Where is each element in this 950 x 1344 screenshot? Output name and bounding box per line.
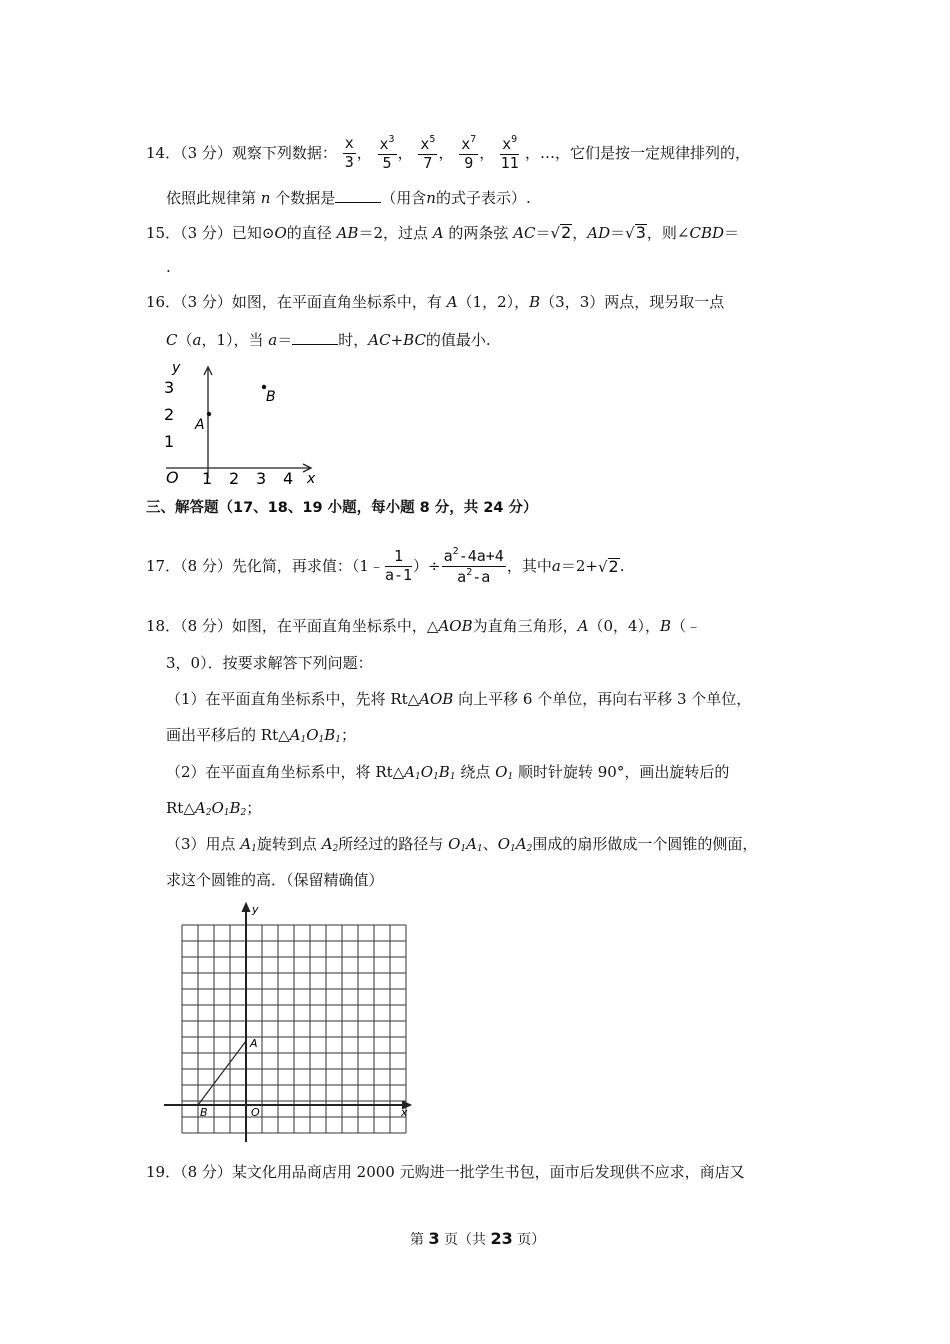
fraction-3: $\frac{x^5}{7}$ (420, 134, 436, 172)
q18-line2: 3，0）．按要求解答下列问题： (166, 654, 373, 672)
x-tick-4: 4 (283, 469, 294, 488)
q18-part2-line2: $Rt\triangle A_2O_1B_2$； (166, 799, 262, 818)
fraction-1: $\frac{x}{3}$ (344, 134, 354, 171)
q14-line2: 依照此规律第 n 个数据是 （用含n的式子表示）. (166, 189, 531, 207)
q18-part2-line1: （2）在平面直角坐标系中，将 $Rt\triangle A_1O_1B_1$ 绕点 $O_1$ 顺时针旋转 90°，画出旋转后的 (166, 763, 730, 782)
q18-grid-figure (160, 900, 420, 1146)
y-axis-label: y (252, 903, 259, 916)
y-tick-2: 2 (164, 405, 175, 424)
q14-prefix: 14．（3 分）观察下列数据： (146, 143, 337, 162)
page-number: 3 (428, 1229, 440, 1248)
fraction-1-over-a-1: $\frac{1}{a-1}$ (384, 547, 413, 584)
label-a: A (250, 1037, 258, 1050)
answer-blank (292, 332, 338, 345)
q18-line1: 18．（8 分）如图，在平面直角坐标系中，△AOB为直角三角形，A（0，4），B（﹣ (146, 617, 702, 635)
sqrt-2: √2 (597, 556, 619, 576)
q18-part3-line2: 求这个圆锥的高．（保留精确值） (166, 871, 384, 889)
y-axis-arrow (242, 903, 250, 912)
q16-line2: C（a，1），当 a＝ 时，AC+BC的值最小. (166, 331, 491, 349)
q15-line1: 15．（3 分）已知⊙O的直径 AB＝2，过点 A 的两条弦 AC＝√2，AD＝√3，则∠CBD＝ (146, 223, 740, 242)
q18-part3-line1: （3）用点 $A_1$旋转到点 $A_2$所经过的路径与 $O_1A_1$、$O_1A_2$围成的扇形做成一个圆锥的侧面， (166, 835, 758, 854)
q14-line1: 14．（3 分）观察下列数据： $\frac{x}{3}$ ， $\frac{x^3}{5}$ ， $\frac{x^5}{7}$ ， $\frac{x^7}{9}$ ， $\frac{x^9}{11}$ ，…，它们是按一定规律排列的， (146, 134, 750, 172)
q16-line1: 16．（3 分）如图，在平面直角坐标系中，有 A（1，2），B（3，3）两点，现另取一点 (146, 293, 725, 311)
q18-part1-line2: 画出平移后的 $Rt\triangle A_1O_1B_1$； (166, 726, 357, 745)
x-tick-2: 2 (229, 469, 240, 488)
point-b-label: B (266, 389, 276, 405)
q15-line2: . (166, 258, 171, 276)
fraction-4: $\frac{x^7}{9}$ (461, 134, 477, 172)
point-a (207, 412, 211, 416)
origin-label: O (166, 468, 179, 487)
q16-coordinate-graph (160, 362, 320, 488)
page-footer: 第 3 页（共 23 页） (410, 1229, 546, 1248)
q19-line1: 19．（8 分）某文化用品商店用 2000 元购进一批学生书包，面市后发现供不应求，商店又 (146, 1163, 745, 1181)
q14-suffix: ，…，它们是按一定规律排列的， (524, 143, 750, 162)
y-tick-3: 3 (164, 378, 175, 397)
fraction-5: $\frac{x^9}{11}$ (500, 134, 519, 172)
answer-blank (335, 190, 381, 203)
q17-line: 17．（8 分）先化简，再求值：（1﹣ $\frac{1}{a-1}$ ）÷ $\frac{a^2-4a+4}{a^2-a}$ ，其中a＝2+√2. (146, 546, 625, 586)
label-o: O (251, 1106, 260, 1119)
section-heading: 三、解答题（17、18、19 小题，每小题 8 分，共 24 分） (146, 500, 538, 516)
x-tick-1: 1 (202, 469, 213, 488)
page-total: 23 (490, 1229, 513, 1248)
sqrt-3: √3 (625, 223, 646, 242)
point-a-label: A (195, 417, 205, 433)
x-axis-label: x (307, 471, 316, 487)
grid-lines (182, 925, 406, 1133)
label-b: B (200, 1106, 208, 1119)
x-tick-3: 3 (256, 469, 267, 488)
y-tick-1: 1 (164, 432, 175, 451)
x-axis-label: x (401, 1106, 408, 1119)
q18-part1-line1: （1）在平面直角坐标系中，先将 Rt△AOB 向上平移 6 个单位，再向右平移 3 个单位， (166, 690, 752, 708)
y-axis-label: y (172, 362, 181, 376)
fraction-2: $\frac{x^3}{5}$ (379, 134, 395, 172)
segment-ab (198, 1041, 246, 1105)
fraction-a2-4a-4: $\frac{a^2-4a+4}{a^2-a}$ (443, 546, 504, 586)
sqrt-2: √2 (550, 223, 572, 242)
